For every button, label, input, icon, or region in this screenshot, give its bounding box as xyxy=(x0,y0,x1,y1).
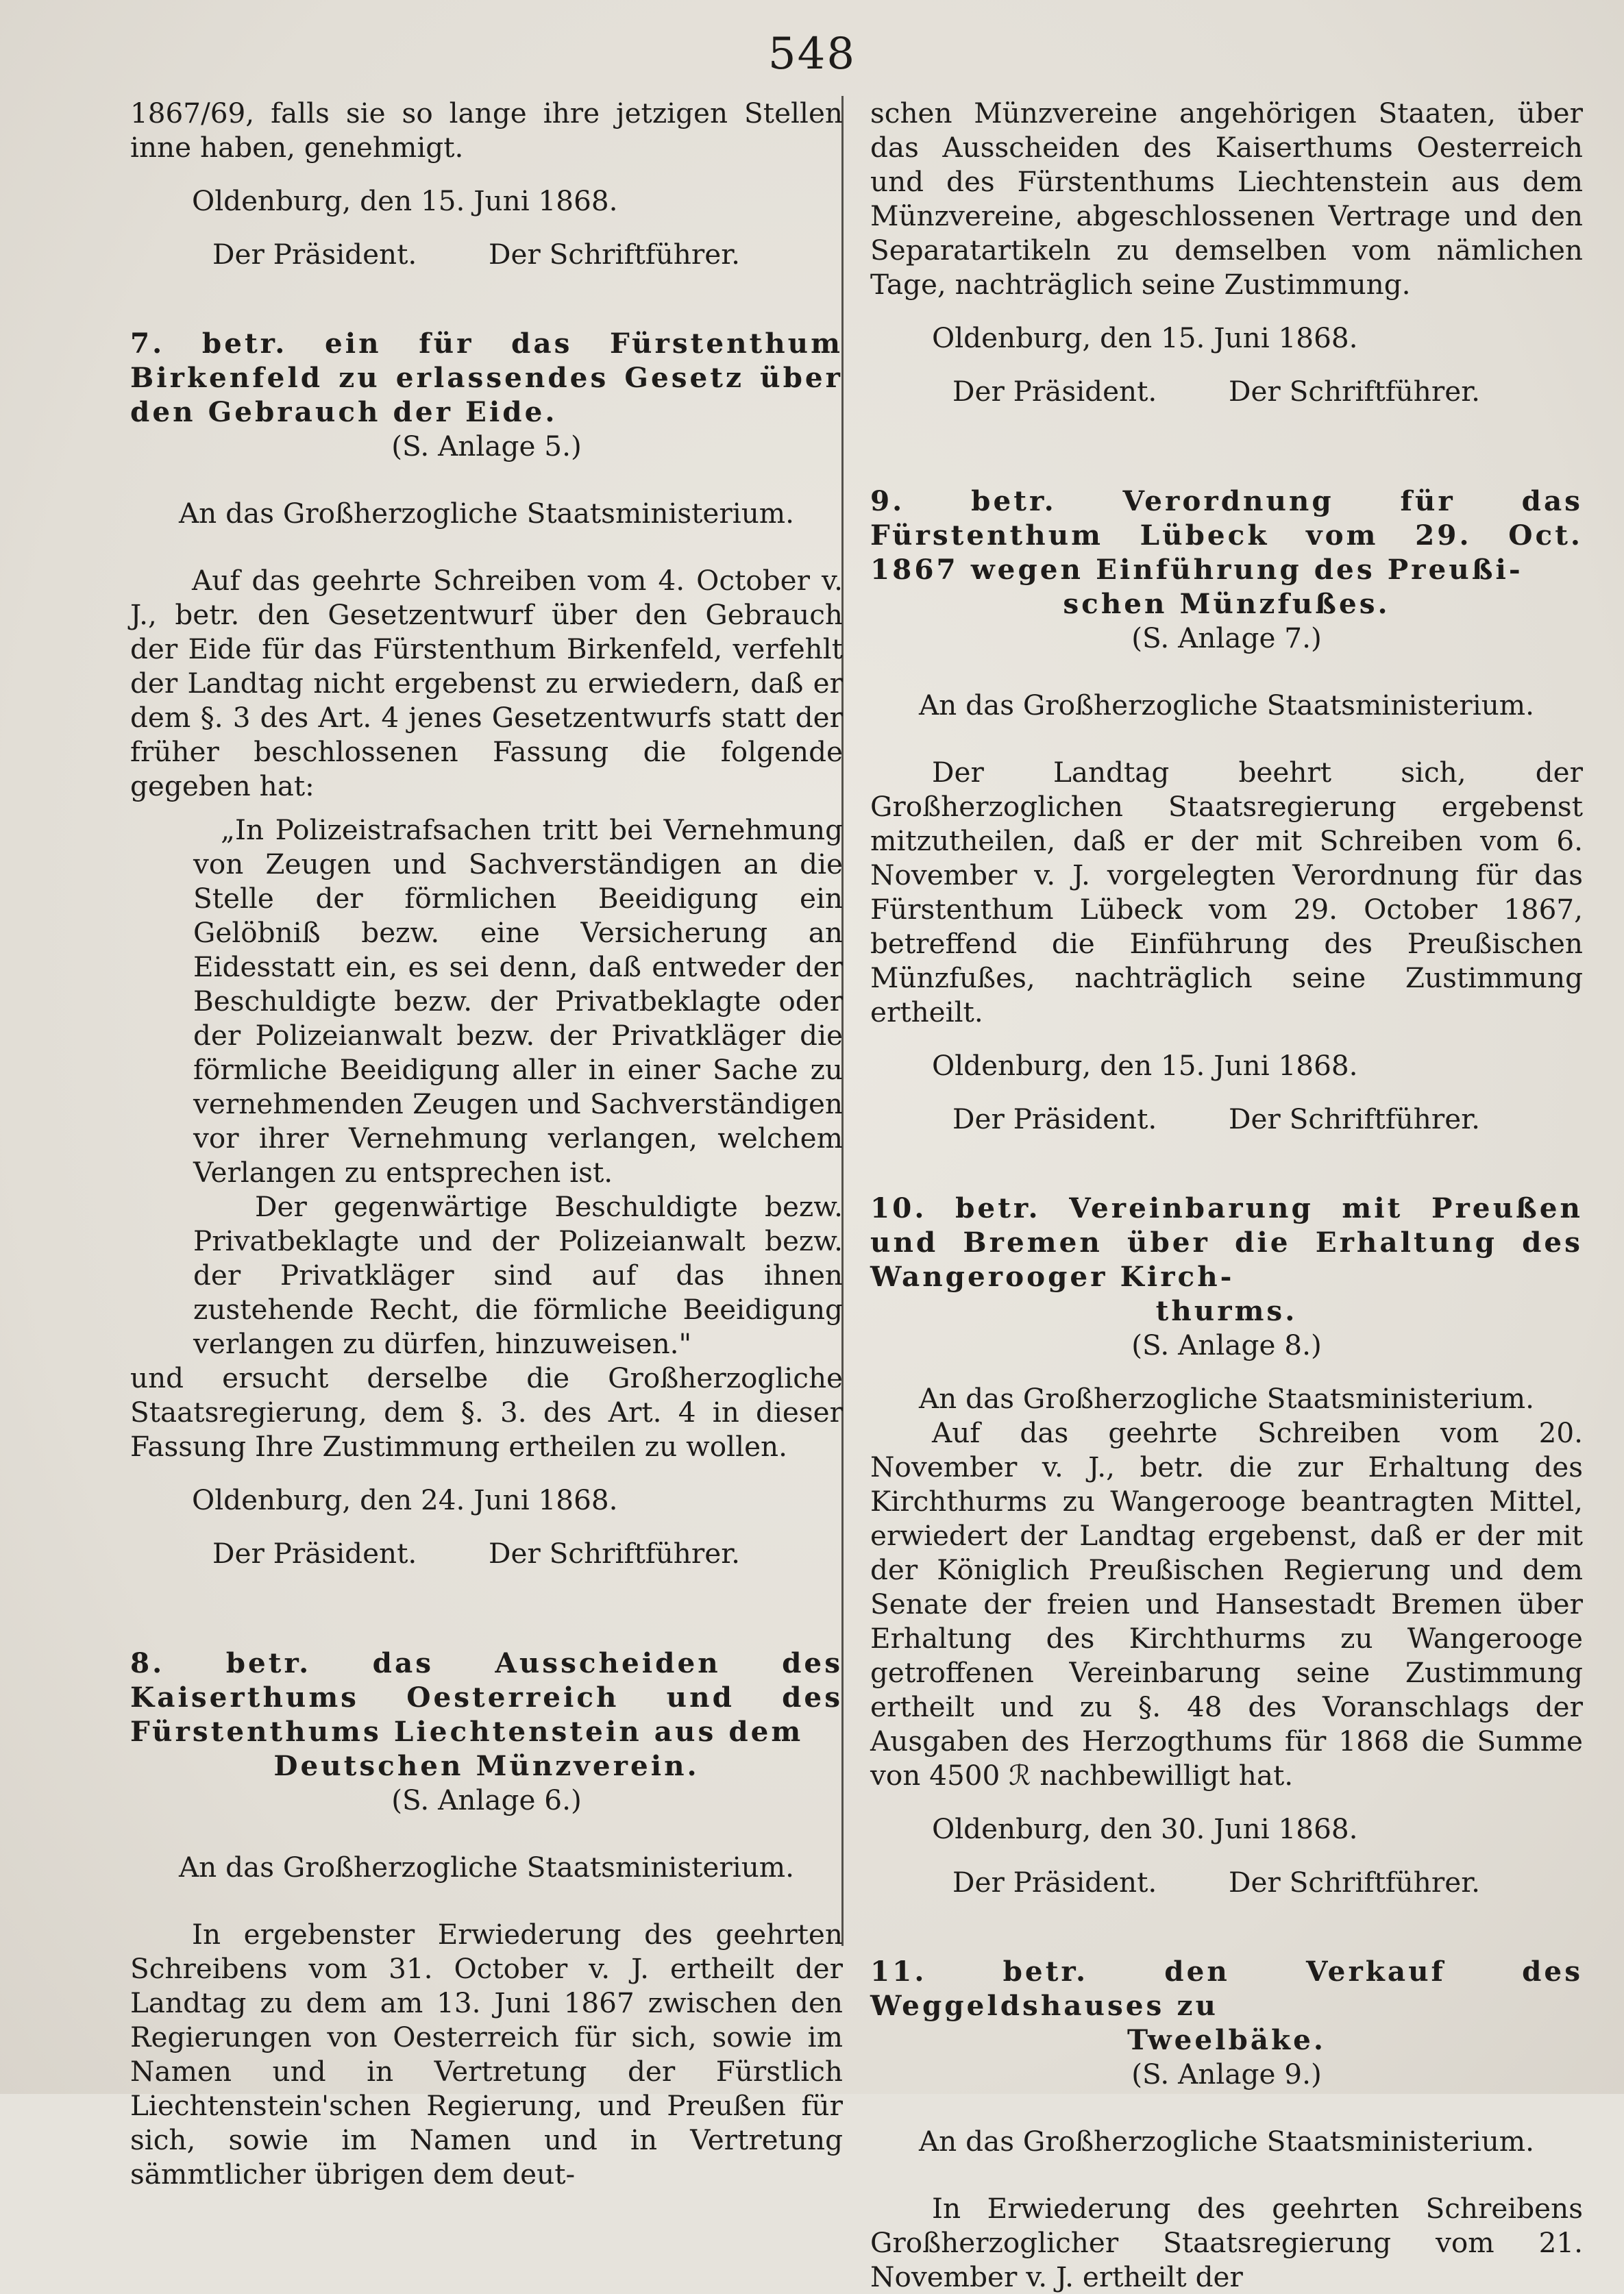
president-signature: Der Präsident. xyxy=(952,1102,1157,1135)
right-column xyxy=(870,96,1583,2294)
item-10-paragraph: Auf das geehrte Schreiben vom 20. November v. J., betr. die zur Erhaltung des Kirchthurms zu Wangerooge beantragten Mittel, erwiedert der Landtag ergebenst, daß er der mit der Königlich Preußischen Regierung und dem Senate der freien und Hansestadt Bremen über Erhaltung des Kirchthurms zu Wangerooge getroffenen Vereinbarung seine Zustimmung ertheilt und zu §. 48 des Voranschlags der Ausgaben des Herzogthums für 1868 die Summe von 4500 ℛ nachbewilligt hat. xyxy=(870,1416,1583,1792)
dateline: Oldenburg, den 24. Juni 1868. xyxy=(192,1483,618,1516)
president-signature: Der Präsident. xyxy=(952,375,1157,408)
item-8-paragraph: In ergebenster Erwiederung des geehrten Schreibens vom 31. October v. J. ertheilt der Landtag zu dem am 13. Juni 1867 zwischen den Regierungen von Oesterreich für sich, sowie im Namen und in Vertretung der Fürstlich Liechtenstein'schen Regierung, und Preußen für sich, sowie im Namen und in Vertretung sämmtlicher übrigen dem deut- xyxy=(130,1918,843,2191)
secretary-signature: Der Schriftführer. xyxy=(1228,375,1480,408)
dateline: Oldenburg, den 15. Juni 1868. xyxy=(932,1049,1358,1082)
item-9-heading-continued: schen Münzfußes. xyxy=(1063,587,1390,620)
item-7-closing-paragraph: und ersucht derselbe die Großherzogliche Staatsregierung, dem §. 3. des Art. 4 in dieser Fassung Ihre Zustimmung ertheilen zu wollen. xyxy=(130,1361,843,1463)
president-signature: Der Präsident. xyxy=(212,1537,417,1570)
item-10-heading-continued: thurms. xyxy=(1155,1294,1298,1327)
dateline: Oldenburg, den 15. Juni 1868. xyxy=(932,321,1358,354)
item-7-quoted-text-continued: Der gegenwärtige Beschuldigte bezw. Privatbeklagte und der Polizeianwalt bezw. der Privatkläger sind auf das ihnen zustehende Recht, die förmliche Beeidigung verlangen zu dürfen, hinzuweisen." xyxy=(193,1190,843,1360)
intro-paragraph: 1867/69, falls sie so lange ihre jetzigen Stellen inne haben, genehmigt. xyxy=(130,97,843,164)
dateline: Oldenburg, den 15. Juni 1868. xyxy=(192,184,618,217)
item-11-paragraph: In Erwiederung des geehrten Schreibens Großherzoglicher Staatsregierung vom 21. November v. J. ertheilt der xyxy=(870,2192,1583,2293)
item-8-paragraph-continued: schen Münzvereine angehörigen Staaten, über das Ausscheiden des Kaiserthums Oesterreich und des Fürstenthums Liechtenstein aus dem Münzvereine, abgeschlossenen Vertrage und den Separatartikeln zu demselben vom nämlichen Tage, nachträglich seine Zustimmung. xyxy=(870,97,1583,301)
signature-block xyxy=(130,237,843,271)
item-9-addressee: An das Großherzogliche Staatsministerium. xyxy=(918,689,1535,722)
secretary-signature: Der Schriftführer. xyxy=(488,238,740,271)
dateline: Oldenburg, den 30. Juni 1868. xyxy=(932,1812,1358,1845)
item-7-heading: 7. betr. ein für das Fürstenthum Birkenfeld zu erlassendes Gesetz über den Gebrauch der Eide. xyxy=(130,327,843,428)
item-10-heading: 10. betr. Vereinbarung mit Preußen und Bremen über die Erhaltung des Wangerooger Kirch- xyxy=(870,1192,1583,1293)
item-8-heading-continued: Deutschen Münzverein. xyxy=(273,1749,700,1782)
signature-block xyxy=(870,374,1583,408)
secretary-signature: Der Schriftführer. xyxy=(488,1537,740,1570)
item-9-annex-reference: (S. Anlage 7.) xyxy=(1131,621,1322,654)
item-11-addressee: An das Großherzogliche Staatsministerium. xyxy=(918,2125,1535,2158)
item-8-addressee: An das Großherzogliche Staatsministerium. xyxy=(178,1851,795,1884)
item-7-quoted-text: „In Polizeistrafsachen tritt bei Vernehmung von Zeugen und Sachverständigen an die Stelle der förmlichen Beeidigung ein Gelöbniß bezw. eine Versicherung an Eidesstatt ein, es sei denn, daß entweder der Beschuldigte bezw. der Privatbeklagte oder der Polizeianwalt bezw. der Privatkläger die förmliche Beeidigung aller in einer Sache zu vernehmenden Zeugen und Sachverständigen vor ihrer Vernehmung verlangen, welchem Verlangen zu entsprechen ist. xyxy=(193,813,843,1189)
page-number: 548 xyxy=(767,29,857,79)
item-11-heading-continued: Tweelbäke. xyxy=(1127,2023,1326,2056)
signature-block xyxy=(870,1102,1583,1136)
item-11-heading: 11. betr. den Verkauf des Weggeldshauses zu xyxy=(870,1955,1583,2022)
item-9-paragraph: Der Landtag beehrt sich, der Großherzoglichen Staatsregierung ergebenst mitzutheilen, daß er der mit Schreiben vom 6. November v. J. vorgelegten Verordnung für das Fürstenthum Lübeck vom 29. October 1867, betreffend die Einführung des Preußischen Münzfußes, nachträglich seine Zustimmung ertheilt. xyxy=(870,756,1583,1028)
item-7-annex-reference: (S. Anlage 5.) xyxy=(391,430,582,463)
item-8-annex-reference: (S. Anlage 6.) xyxy=(391,1784,582,1816)
secretary-signature: Der Schriftführer. xyxy=(1228,1866,1480,1899)
signature-block xyxy=(130,1536,843,1570)
left-column xyxy=(130,96,843,2191)
item-9-heading: 9. betr. Verordnung für das Fürstenthum Lübeck vom 29. Oct. 1867 wegen Einführung des Preußi- xyxy=(870,484,1583,586)
item-8-heading: 8. betr. das Ausscheiden des Kaiserthums Oesterreich und des Fürstenthums Liechtenstein aus dem xyxy=(130,1646,843,1748)
president-signature: Der Präsident. xyxy=(212,238,417,271)
president-signature: Der Präsident. xyxy=(952,1866,1157,1899)
signature-block xyxy=(870,1865,1583,1899)
item-10-annex-reference: (S. Anlage 8.) xyxy=(1131,1329,1322,1361)
item-7-addressee: An das Großherzogliche Staatsministerium. xyxy=(178,497,795,530)
item-10-addressee: An das Großherzogliche Staatsministerium. xyxy=(918,1382,1535,1415)
secretary-signature: Der Schriftführer. xyxy=(1228,1102,1480,1135)
item-7-paragraph: Auf das geehrte Schreiben vom 4. October v. J., betr. den Gesetzentwurf über den Gebrauch der Eide für das Fürstenthum Birkenfeld, verfehlt der Landtag nicht ergebenst zu erwiedern, daß er dem §. 3 des Art. 4 jenes Gesetzentwurfs statt der früher beschlossenen Fassung die folgende gegeben hat: xyxy=(130,564,843,802)
item-11-annex-reference: (S. Anlage 9.) xyxy=(1131,2058,1322,2090)
